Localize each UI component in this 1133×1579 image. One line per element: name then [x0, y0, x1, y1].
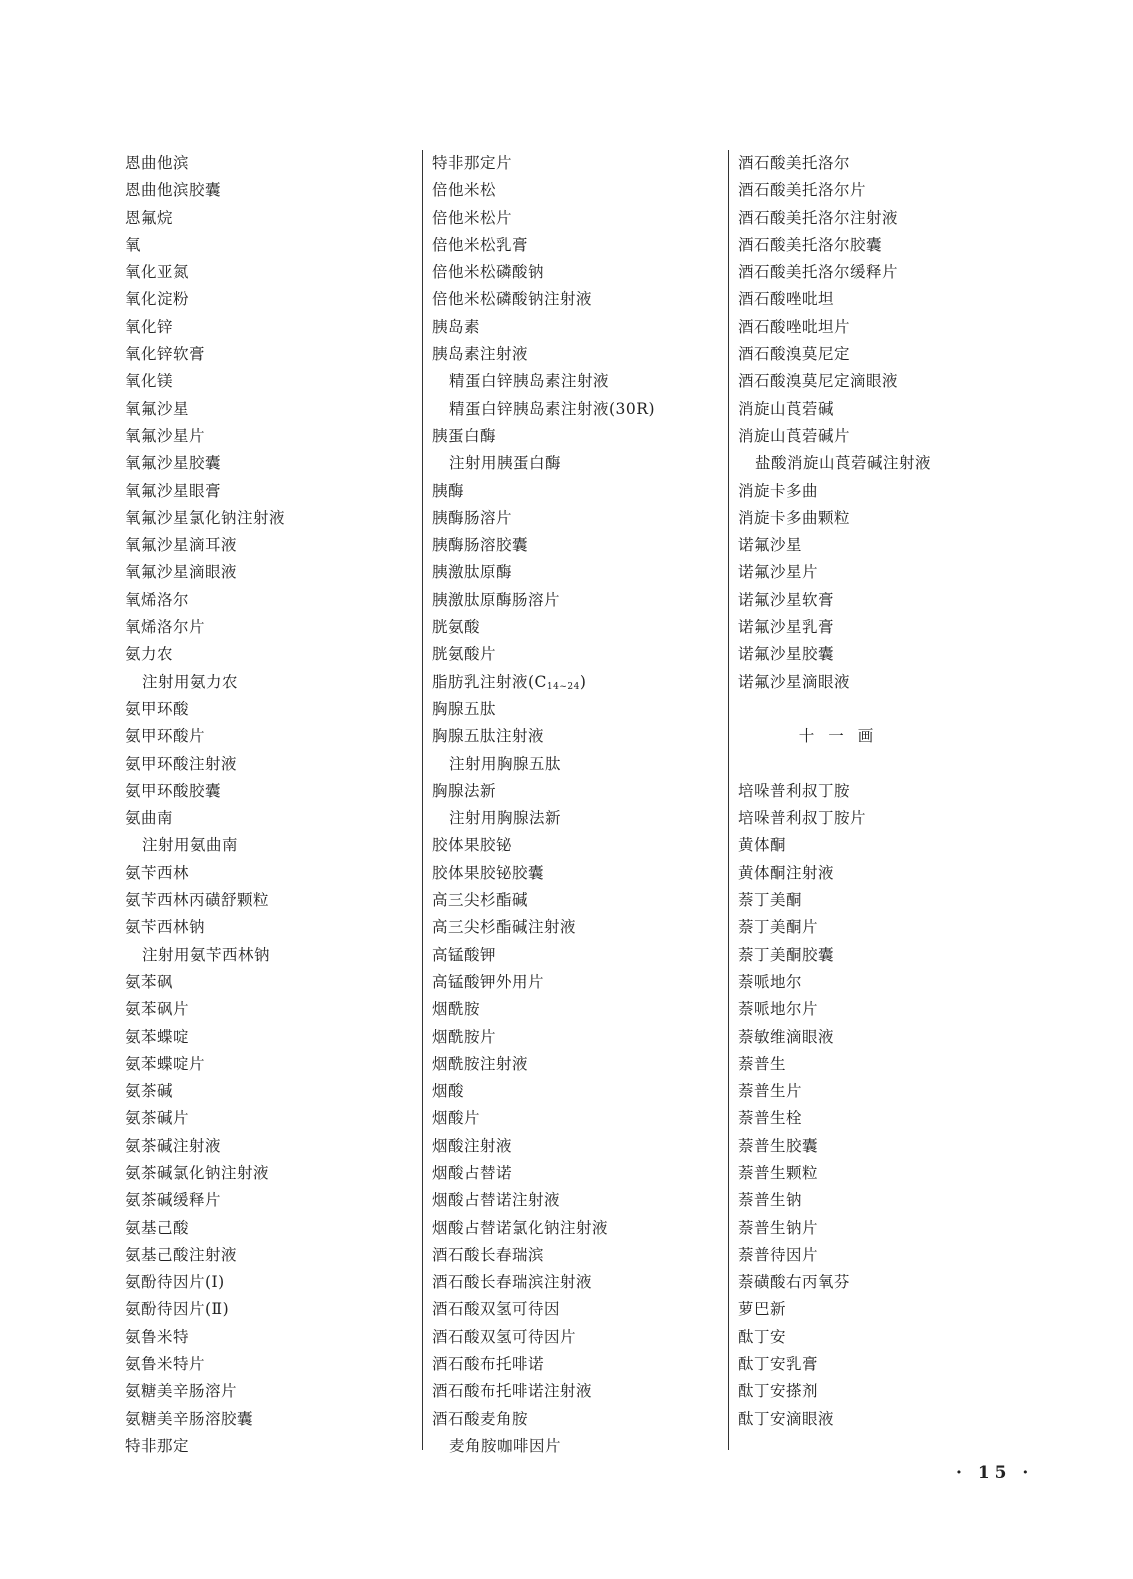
index-entry-text: 倍他米松 [432, 181, 497, 200]
subscript: 14~24 [546, 681, 580, 692]
index-entry [432, 478, 732, 505]
index-entry-text: 消旋山莨菪碱片 [738, 426, 851, 445]
index-entry-text: 氧化镁 [125, 372, 174, 391]
index-entry [125, 478, 425, 505]
index-entry-text: 萝巴新 [738, 1300, 787, 1319]
index-entry-text: 氨茶碱片 [125, 1109, 190, 1128]
index-entry-text: 酒石酸双氢可待因片 [432, 1327, 577, 1346]
index-entry-text: 酒石酸美托洛尔片 [738, 181, 867, 200]
index-entry-text: 氨力农 [125, 645, 174, 664]
index-entry-text: 萘丁美酮 [738, 891, 803, 910]
index-entry-text: 高三尖杉酯碱注射液 [432, 918, 577, 937]
index-entry-text: 酒石酸美托洛尔胶囊 [738, 235, 883, 254]
index-entry-text: 酞丁安搽剂 [738, 1382, 819, 1401]
index-entry-text: 氨基己酸 [125, 1218, 190, 1237]
index-entry [125, 641, 425, 668]
index-entry [125, 1351, 425, 1378]
index-entry-text: 氨甲环酸胶囊 [125, 781, 222, 800]
index-entry-text: 注射用氨力农 [142, 672, 239, 691]
index-entry-text: 氧化淀粉 [125, 290, 190, 309]
page-number: · 15 · [956, 1463, 1034, 1483]
index-entry-text: 胰酶 [432, 481, 465, 500]
index-entry-text: 烟酸占替诺 [432, 1163, 513, 1182]
index-entry [738, 205, 1038, 232]
index-entry-text: 胱氨酸 [432, 618, 481, 637]
index-entry-text: 酒石酸美托洛尔缓释片 [738, 263, 899, 282]
index-entry-text: 氨茶碱 [125, 1082, 174, 1101]
index-entry-text: 恩曲他滨 [125, 154, 190, 172]
index-entry-text: 氧烯洛尔片 [125, 618, 206, 637]
index-entry-text: 氨苯砜片 [125, 1000, 190, 1019]
index-entry-text: 氨糖美辛肠溶胶囊 [125, 1409, 254, 1428]
index-entry-text: 消旋山莨菪碱 [738, 399, 835, 418]
index-entry-text: 萘普待因片 [738, 1245, 819, 1264]
index-entry-text: 萘普生片 [738, 1082, 803, 1101]
index-entry [432, 1105, 732, 1132]
index-entry [432, 587, 732, 614]
index-entry-text: 胰酶肠溶胶囊 [432, 536, 529, 555]
index-entry-text: 倍他米松磷酸钠 [432, 263, 545, 282]
index-entry-text: 氨鲁米特 [125, 1327, 190, 1346]
index-entry-text: 氧 [125, 235, 142, 254]
index-entry-text: 萘哌地尔 [738, 972, 803, 991]
index-entry-text: 氨酚待因片(Ⅰ) [125, 1273, 225, 1292]
index-entry-text: 萘敏维滴眼液 [738, 1027, 835, 1046]
index-entry [432, 641, 732, 668]
index-entry [125, 450, 425, 477]
index-entry-text: 胶体果胶铋 [432, 836, 513, 855]
index-entry [125, 587, 425, 614]
index-entry-text: 氨苯蝶啶片 [125, 1054, 206, 1073]
index-entry [125, 232, 425, 259]
index-entry-text: 高锰酸钾外用片 [432, 972, 545, 991]
index-entry-text: 烟酸 [432, 1082, 465, 1101]
index-entry-text: 烟酰胺注射液 [432, 1054, 529, 1073]
index-entry [738, 1351, 1038, 1378]
index-entry-text: 注射用氨曲南 [142, 836, 239, 855]
index-entry [432, 1133, 732, 1160]
spacer [738, 751, 1038, 778]
index-entry [738, 805, 1038, 832]
index-entry-text: 酞丁安 [738, 1327, 787, 1346]
index-entry [432, 150, 732, 177]
index-entry [125, 1406, 425, 1433]
index-entry-text: 氨苯蝶啶 [125, 1027, 190, 1046]
index-entry [125, 559, 425, 586]
index-entry [432, 1324, 732, 1351]
index-entry [432, 1187, 732, 1214]
index-entry-text: 萘丁美酮胶囊 [738, 945, 835, 964]
index-entry [738, 942, 1038, 969]
index-entry [432, 887, 732, 914]
index-entry [738, 505, 1038, 532]
index-entry [432, 232, 732, 259]
index-entry [125, 860, 425, 887]
index-entry-text: 高三尖杉酯碱 [432, 891, 529, 910]
index-entry-text: 氨鲁米特片 [125, 1355, 206, 1374]
index-entry-text: 黄体酮注射液 [738, 863, 835, 882]
index-entry [738, 914, 1038, 941]
index-entry-text: 注射用胸腺五肽 [449, 754, 562, 773]
index-entry [432, 696, 732, 723]
index-entry-text: 诺氟沙星 [738, 536, 803, 555]
index-entry [432, 751, 732, 778]
column-divider [728, 150, 729, 1450]
index-entry-text: 胰激肽原酶肠溶片 [432, 590, 561, 609]
index-entry-text: 萘普生钠 [738, 1191, 803, 1210]
index-entry [738, 1378, 1038, 1405]
index-entry [738, 778, 1038, 805]
index-entry [738, 587, 1038, 614]
index-entry-text: 氨苄西林丙磺舒颗粒 [125, 891, 270, 910]
index-entry [432, 805, 732, 832]
index-entry [125, 423, 425, 450]
index-entry-text: 胰蛋白酶 [432, 426, 497, 445]
index-entry-text: 酒石酸唑吡坦 [738, 290, 835, 309]
index-entry-text: 氨茶碱缓释片 [125, 1191, 222, 1210]
index-entry [738, 396, 1038, 423]
index-entry-text: 酞丁安乳膏 [738, 1355, 819, 1374]
index-entry [738, 1024, 1038, 1051]
index-entry [738, 996, 1038, 1023]
index-entry-text: 氨甲环酸注射液 [125, 754, 238, 773]
index-entry-text: 氧氟沙星滴眼液 [125, 563, 238, 582]
index-entry-text: 氨甲环酸 [125, 699, 190, 718]
index-entry [432, 969, 732, 996]
index-entry [738, 559, 1038, 586]
index-entry-text: 酒石酸双氢可待因 [432, 1300, 561, 1319]
index-column-2 [432, 150, 732, 1460]
index-entry [125, 1133, 425, 1160]
index-entry [432, 314, 732, 341]
index-entry [125, 723, 425, 750]
index-entry [432, 942, 732, 969]
index-entry [125, 396, 425, 423]
index-entry [432, 1078, 732, 1105]
index-entry-text: 氨曲南 [125, 809, 174, 828]
index-entry-text: 烟酰胺 [432, 1000, 481, 1019]
index-entry-text: 酒石酸溴莫尼定 [738, 345, 851, 364]
index-entry [125, 887, 425, 914]
index-entry-text: 胰岛素 [432, 317, 481, 336]
index-entry-text: 酒石酸布托啡诺注射液 [432, 1382, 593, 1401]
index-entry [738, 887, 1038, 914]
index-entry [125, 1242, 425, 1269]
index-entry [432, 1160, 732, 1187]
index-entry-text: 氧化亚氮 [125, 263, 190, 282]
index-entry [738, 232, 1038, 259]
index-entry [432, 614, 732, 641]
index-entry [738, 286, 1038, 313]
index-entry [432, 1351, 732, 1378]
index-entry-text: 氧氟沙星眼膏 [125, 481, 222, 500]
index-entry-text: 氨苯砜 [125, 972, 174, 991]
index-entry [125, 805, 425, 832]
index-entry-text: 胶体果胶铋胶囊 [432, 863, 545, 882]
index-entry-text: 培哚普利叔丁胺片 [738, 809, 867, 828]
index-entry-text: 特非那定片 [432, 154, 513, 172]
index-entry [432, 396, 732, 423]
index-entry [738, 1406, 1038, 1433]
index-entry [432, 559, 732, 586]
index-entry-text: 脂肪乳注射液(C [432, 672, 547, 691]
index-entry [738, 150, 1038, 177]
index-entry [738, 368, 1038, 395]
index-entry-text: 酒石酸布托啡诺 [432, 1355, 545, 1374]
index-entry [125, 532, 425, 559]
index-entry [738, 1187, 1038, 1214]
index-entry-text: 诺氟沙星胶囊 [738, 645, 835, 664]
index-entry-text: 氧化锌软膏 [125, 345, 206, 364]
index-entry-text: 萘普生栓 [738, 1109, 803, 1128]
index-entry [738, 177, 1038, 204]
index-entry [738, 1324, 1038, 1351]
index-entry [125, 1433, 425, 1460]
index-entry [432, 286, 732, 313]
index-entry [738, 860, 1038, 887]
index-entry [432, 505, 732, 532]
index-entry-text: 萘普生 [738, 1054, 787, 1073]
index-entry-text: 精蛋白锌胰岛素注射液(30R) [449, 399, 655, 418]
index-entry-text: 氨茶碱注射液 [125, 1136, 222, 1155]
index-entry [125, 614, 425, 641]
index-entry-text: 注射用胸腺法新 [449, 809, 562, 828]
index-entry [125, 1296, 425, 1323]
index-entry-text: 氧氟沙星氯化钠注射液 [125, 508, 286, 527]
index-entry-text: 氧烯洛尔 [125, 590, 190, 609]
index-entry [738, 1051, 1038, 1078]
index-entry [125, 1051, 425, 1078]
index-entry [432, 1433, 732, 1460]
index-entry-text: 特非那定 [125, 1436, 190, 1455]
index-entry [432, 341, 732, 368]
index-entry-text: 胸腺法新 [432, 781, 497, 800]
index-column-1 [125, 150, 425, 1460]
index-entry-text: 氧化锌 [125, 317, 174, 336]
index-entry [432, 1051, 732, 1078]
index-entry-text: 氧氟沙星胶囊 [125, 454, 222, 473]
index-entry [125, 1269, 425, 1296]
index-entry [432, 914, 732, 941]
index-entry-text: 诺氟沙星滴眼液 [738, 672, 851, 691]
index-entry-text: 胸腺五肽注射液 [432, 727, 545, 746]
index-entry [125, 286, 425, 313]
index-entry-text: 倍他米松磷酸钠注射液 [432, 290, 593, 309]
index-entry-text: 胰岛素注射液 [432, 345, 529, 364]
index-entry [738, 1269, 1038, 1296]
index-entry [125, 1378, 425, 1405]
spacer [738, 696, 1038, 723]
index-entry [125, 1324, 425, 1351]
index-entry [738, 1215, 1038, 1242]
index-entry [738, 341, 1038, 368]
index-entry-text: 酒石酸麦角胺 [432, 1409, 529, 1428]
index-entry-text: 氨苄西林钠 [125, 918, 206, 937]
index-entry-text: 倍他米松乳膏 [432, 235, 529, 254]
index-entry [125, 969, 425, 996]
index-entry-text: 麦角胺咖啡因片 [449, 1436, 562, 1455]
index-entry [432, 669, 732, 696]
index-entry-text: 诺氟沙星软膏 [738, 590, 835, 609]
index-entry-text: 注射用胰蛋白酶 [449, 454, 562, 473]
index-entry-text: 胱氨酸片 [432, 645, 497, 664]
index-entry [738, 969, 1038, 996]
index-entry-text: 培哚普利叔丁胺 [738, 781, 851, 800]
index-entry-text: 黄体酮 [738, 836, 787, 855]
index-entry-text: 十一画 [798, 727, 888, 746]
index-entry-text: 酒石酸长春瑞滨注射液 [432, 1273, 593, 1292]
index-entry [738, 532, 1038, 559]
index-entry [738, 614, 1038, 641]
index-entry [125, 996, 425, 1023]
index-entry [125, 1105, 425, 1132]
index-entry-text: 烟酰胺片 [432, 1027, 497, 1046]
index-entry [432, 860, 732, 887]
index-entry [432, 1242, 732, 1269]
index-column-3 [738, 150, 1038, 1433]
index-entry [432, 423, 732, 450]
index-entry-text: 诺氟沙星片 [738, 563, 819, 582]
index-entry [738, 1078, 1038, 1105]
index-entry [432, 450, 732, 477]
index-entry-text: 消旋卡多曲 [738, 481, 819, 500]
index-entry-text: 氨基己酸注射液 [125, 1245, 238, 1264]
index-entry [432, 778, 732, 805]
index-entry-text: 氨甲环酸片 [125, 727, 206, 746]
index-entry [125, 1078, 425, 1105]
index-entry [125, 696, 425, 723]
index-entry [125, 150, 425, 177]
index-entry [738, 669, 1038, 696]
index-entry-text: 酞丁安滴眼液 [738, 1409, 835, 1428]
index-entry-text: 烟酸占替诺注射液 [432, 1191, 561, 1210]
index-entry [125, 341, 425, 368]
index-entry [125, 914, 425, 941]
index-entry [432, 1378, 732, 1405]
index-entry [432, 532, 732, 559]
index-entry [125, 751, 425, 778]
index-entry [125, 1024, 425, 1051]
column-divider [422, 150, 423, 1450]
index-entry [125, 505, 425, 532]
index-entry-text: 诺氟沙星乳膏 [738, 618, 835, 637]
index-entry-text: 酒石酸长春瑞滨 [432, 1245, 545, 1264]
index-entry [738, 423, 1038, 450]
index-entry [738, 1242, 1038, 1269]
index-entry [738, 1105, 1038, 1132]
index-entry [432, 1024, 732, 1051]
index-entry-text: 酒石酸溴莫尼定滴眼液 [738, 372, 899, 391]
index-entry-text: 倍他米松片 [432, 208, 513, 227]
index-entry [432, 1269, 732, 1296]
index-entry-text: 氧氟沙星滴耳液 [125, 536, 238, 555]
index-entry-text: 酒石酸唑吡坦片 [738, 317, 851, 336]
index-entry [432, 205, 732, 232]
index-entry-text: 酒石酸美托洛尔注射液 [738, 208, 899, 227]
index-entry-text: 氨糖美辛肠溶片 [125, 1382, 238, 1401]
index-entry [738, 314, 1038, 341]
index-entry-text: 恩氟烷 [125, 208, 174, 227]
index-entry [125, 1215, 425, 1242]
index-entry-text: 烟酸片 [432, 1109, 481, 1128]
index-entry-text: 氧氟沙星 [125, 399, 190, 418]
index-entry-text: 氨苄西林 [125, 863, 190, 882]
index-entry-text: 萘普生胶囊 [738, 1136, 819, 1155]
index-entry [432, 996, 732, 1023]
index-entry [125, 205, 425, 232]
section-heading [738, 723, 948, 750]
index-entry [432, 177, 732, 204]
index-entry [738, 1296, 1038, 1323]
index-entry-text: 烟酸占替诺氯化钠注射液 [432, 1218, 609, 1237]
index-entry [432, 832, 732, 859]
index-entry [125, 778, 425, 805]
index-entry [432, 723, 732, 750]
index-entry [125, 1187, 425, 1214]
index-entry [125, 1160, 425, 1187]
index-entry [125, 177, 425, 204]
index-entry-text: 高锰酸钾 [432, 945, 497, 964]
index-entry [432, 1215, 732, 1242]
index-entry-text: 胰激肽原酶 [432, 563, 513, 582]
index-entry [738, 1133, 1038, 1160]
index-entry-text: 恩曲他滨胶囊 [125, 181, 222, 200]
index-entry [738, 259, 1038, 286]
index-entry [738, 1160, 1038, 1187]
index-entry [125, 942, 425, 969]
index-entry [738, 832, 1038, 859]
index-entry [125, 832, 425, 859]
index-entry-tail: ) [579, 672, 587, 691]
index-entry [432, 259, 732, 286]
index-entry [738, 450, 1038, 477]
index-entry-text: 萘普生颗粒 [738, 1163, 819, 1182]
index-entry-text: 氨酚待因片(Ⅱ) [125, 1300, 230, 1319]
index-entry-text: 萘丁美酮片 [738, 918, 819, 937]
index-entry-text: 萘哌地尔片 [738, 1000, 819, 1019]
index-entry-text: 消旋卡多曲颗粒 [738, 508, 851, 527]
index-entry [432, 1296, 732, 1323]
index-entry-text: 烟酸注射液 [432, 1136, 513, 1155]
index-entry [125, 669, 425, 696]
index-entry [738, 641, 1038, 668]
index-entry [125, 259, 425, 286]
index-entry-text: 精蛋白锌胰岛素注射液 [449, 372, 610, 391]
index-entry-text: 盐酸消旋山莨菪碱注射液 [755, 454, 932, 473]
index-entry [125, 314, 425, 341]
index-entry [738, 478, 1038, 505]
index-entry-text: 胰酶肠溶片 [432, 508, 513, 527]
index-entry [125, 368, 425, 395]
index-entry-text: 注射用氨苄西林钠 [142, 945, 271, 964]
index-entry-text: 氧氟沙星片 [125, 426, 206, 445]
index-entry-text: 氨茶碱氯化钠注射液 [125, 1163, 270, 1182]
index-entry-text: 胸腺五肽 [432, 699, 497, 718]
index-entry [432, 368, 732, 395]
index-entry-text: 萘普生钠片 [738, 1218, 819, 1237]
index-entry-text: 酒石酸美托洛尔 [738, 154, 851, 172]
index-entry [432, 1406, 732, 1433]
index-entry-text: 萘磺酸右丙氧芬 [738, 1273, 851, 1292]
